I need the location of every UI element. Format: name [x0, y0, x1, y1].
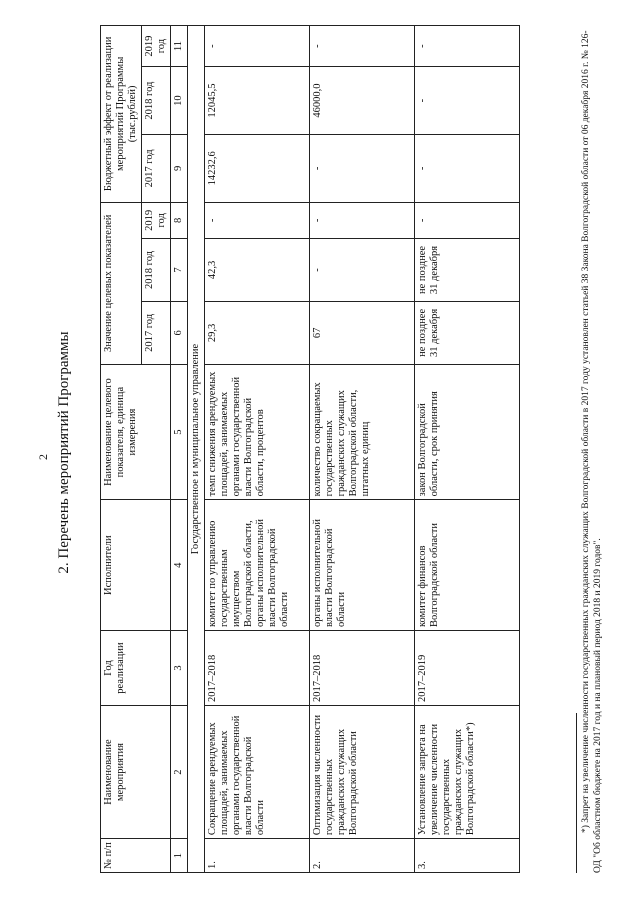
row-year: 2017–2019 — [415, 631, 520, 706]
page-title: 2. Перечень мероприятий Программы — [56, 331, 72, 574]
header-indicator: Наименование целевого показателя, единица измерения — [101, 364, 171, 500]
column-index: 5 — [171, 364, 188, 500]
header-event: Наименование мероприятия — [101, 706, 171, 839]
row-budget-2018: 12045,5 — [205, 67, 310, 135]
row-target-2019: - — [310, 202, 415, 238]
row-indicator: закон Волгоградской области, срок принятия — [415, 364, 520, 500]
row-budget-2017: - — [310, 134, 415, 202]
row-num: 3. — [415, 839, 520, 873]
row-event: Оптимизация численности государственных гражданских служащих Волгоградской области — [310, 706, 415, 839]
column-index: 9 — [171, 134, 188, 202]
section-row — [188, 26, 205, 873]
header-row — [101, 26, 142, 873]
header-target-2019: 2019 год — [142, 202, 171, 238]
header-executors: Исполнители — [101, 500, 171, 631]
column-index-row — [171, 26, 188, 873]
header-budget-2018: 2018 год — [142, 67, 171, 135]
row-executors: комитет финансов Волгоградской области — [415, 500, 520, 631]
row-budget-2018: - — [415, 67, 520, 135]
row-target-2018: - — [310, 239, 415, 302]
column-index: 6 — [171, 301, 188, 364]
section-title: Государственное и муниципальное управление — [188, 26, 205, 873]
row-budget-2019: - — [205, 26, 310, 67]
program-events-table — [100, 25, 520, 873]
column-index: 3 — [171, 631, 188, 706]
row-target-2018: не позднее 31 декабря — [415, 239, 520, 302]
header-num: № п/п — [101, 839, 171, 873]
row-budget-2017: 14232,6 — [205, 134, 310, 202]
row-target-2019: - — [205, 202, 310, 238]
header-budget-effect: Бюджетный эффект от реализации мероприятий Программы (тыс.рублей) — [101, 26, 142, 203]
row-year: 2017–2018 — [205, 631, 310, 706]
row-target-2017: не позднее 31 декабря — [415, 301, 520, 364]
footnote-divider — [576, 713, 577, 873]
row-year: 2017–2018 — [310, 631, 415, 706]
column-index: 11 — [171, 26, 188, 67]
column-index: 1 — [171, 839, 188, 873]
row-num: 1. — [205, 839, 310, 873]
row-executors: органы исполнительной власти Волгоградской области — [310, 500, 415, 631]
row-budget-2018: 46000,0 — [310, 67, 415, 135]
row-budget-2019: - — [310, 26, 415, 67]
column-index: 10 — [171, 67, 188, 135]
row-event: Установление запрета на увеличение численности государственных гражданских служащих Волгоградской области*) — [415, 706, 520, 839]
column-index: 4 — [171, 500, 188, 631]
page-number: 2 — [36, 454, 50, 460]
row-num: 2. — [310, 839, 415, 873]
table-row — [415, 26, 520, 873]
row-target-2018: 42,3 — [205, 239, 310, 302]
column-index: 2 — [171, 706, 188, 839]
row-target-2017: 29,3 — [205, 301, 310, 364]
column-index: 7 — [171, 239, 188, 302]
row-executors: комитет по управлению государственным имуществом Волгоградской области, органы исполнительной власти Волгоградской области — [205, 500, 310, 631]
row-indicator: количество сокращаемых государственных гражданских служащих Волгоградской области, штатных единиц — [310, 364, 415, 500]
row-budget-2019: - — [415, 26, 520, 67]
header-target-2017: 2017 год — [142, 301, 171, 364]
footnote: *) Запрет на увеличение численности государственных гражданских служащих Волгоградской области в 2017 году установлен статьей 38 Закона Волгоградской области от 06 декабря 2016 г. № 126-ОД "Об областном бюджете на 2017 год и на плановый период 2018 и 2019 годов". — [581, 30, 603, 873]
row-budget-2017: - — [415, 134, 520, 202]
column-index: 8 — [171, 202, 188, 238]
row-event: Сокращение арендуемых площадей, занимаемых органами государственной власти Волгоградской области — [205, 706, 310, 839]
row-indicator: темп снижения арендуемых площадей, занимаемых органами государственной власти Волгоградской области, процентов — [205, 364, 310, 500]
header-budget-2019: 2019 год — [142, 26, 171, 67]
table-row — [310, 26, 415, 873]
header-budget-2017: 2017 год — [142, 134, 171, 202]
table-row — [205, 26, 310, 873]
header-year: Год реализации — [101, 631, 171, 706]
header-target-values: Значение целевых показателей — [101, 202, 142, 364]
header-target-2018: 2018 год — [142, 239, 171, 302]
row-target-2017: 67 — [310, 301, 415, 364]
row-target-2019: - — [415, 202, 520, 238]
